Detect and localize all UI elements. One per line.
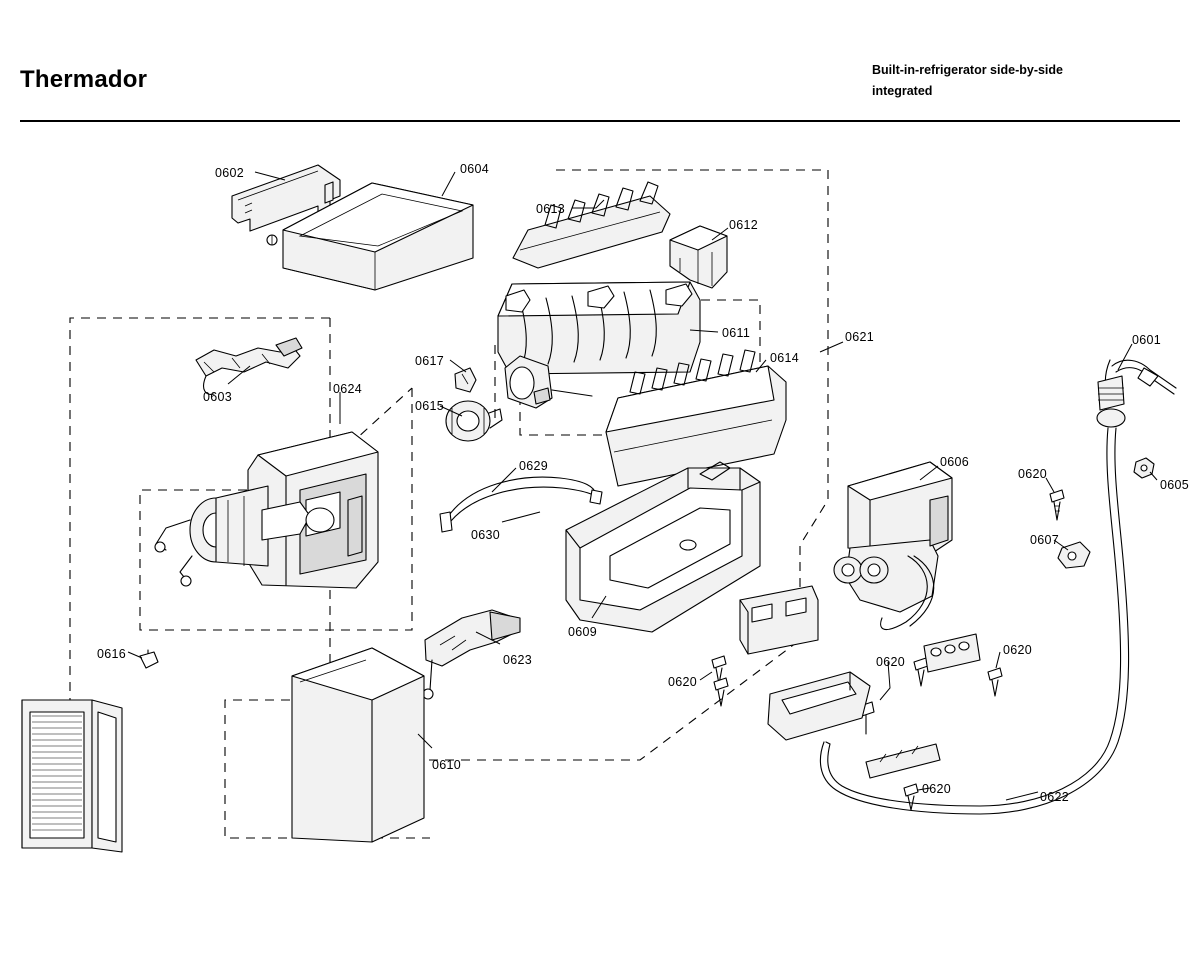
callout-0609: 0609 — [568, 625, 598, 639]
callout-0620-center-right: 0620 — [876, 655, 906, 669]
callout-0620-bottom: 0620 — [922, 782, 952, 796]
part-0605-nut — [1134, 458, 1154, 478]
part-0610-ice-bin — [292, 648, 424, 842]
callout-0603: 0603 — [203, 390, 233, 404]
header-subtitle-line1: Built-in-refrigerator side-by-side — [872, 63, 1063, 77]
callout-0610: 0610 — [432, 758, 462, 772]
callout-0620-upper-right: 0620 — [1018, 467, 1048, 481]
callout-0630: 0630 — [471, 528, 501, 542]
callout-0616: 0616 — [97, 647, 127, 661]
callout-0624: 0624 — [333, 382, 363, 396]
callout-0604: 0604 — [460, 162, 490, 176]
brand-title: Thermador — [20, 66, 148, 93]
callout-0621: 0621 — [845, 330, 875, 344]
callout-0602: 0602 — [215, 166, 245, 180]
callout-0605: 0605 — [1160, 478, 1190, 492]
callout-0607: 0607 — [1030, 533, 1060, 547]
part-0609-base-tray — [566, 462, 760, 632]
callout-0601: 0601 — [1132, 333, 1162, 347]
callout-0614: 0614 — [770, 351, 800, 365]
header-subtitle-line2: integrated — [872, 84, 933, 98]
callout-0613: 0613 — [536, 202, 566, 216]
callout-0623: 0623 — [503, 653, 533, 667]
part-0624-auger-assembly — [155, 432, 378, 588]
part-0615-motor — [446, 401, 502, 441]
callout-0629: 0629 — [519, 459, 549, 473]
callout-0617: 0617 — [415, 354, 445, 368]
callout-0620-right: 0620 — [1003, 643, 1033, 657]
callout-0606: 0606 — [940, 455, 970, 469]
part-0606-water-valve — [834, 462, 952, 630]
callout-0620-lower-middle: 0620 — [668, 675, 698, 689]
callout-0612: 0612 — [729, 218, 759, 232]
part-bracket-plates — [740, 586, 870, 740]
callout-0611: 0611 — [722, 326, 751, 340]
callout-0622: 0622 — [1040, 790, 1070, 804]
part-0613-stripper — [513, 182, 670, 268]
part-0616-grille — [22, 650, 158, 852]
callout-0615: 0615 — [415, 399, 445, 413]
